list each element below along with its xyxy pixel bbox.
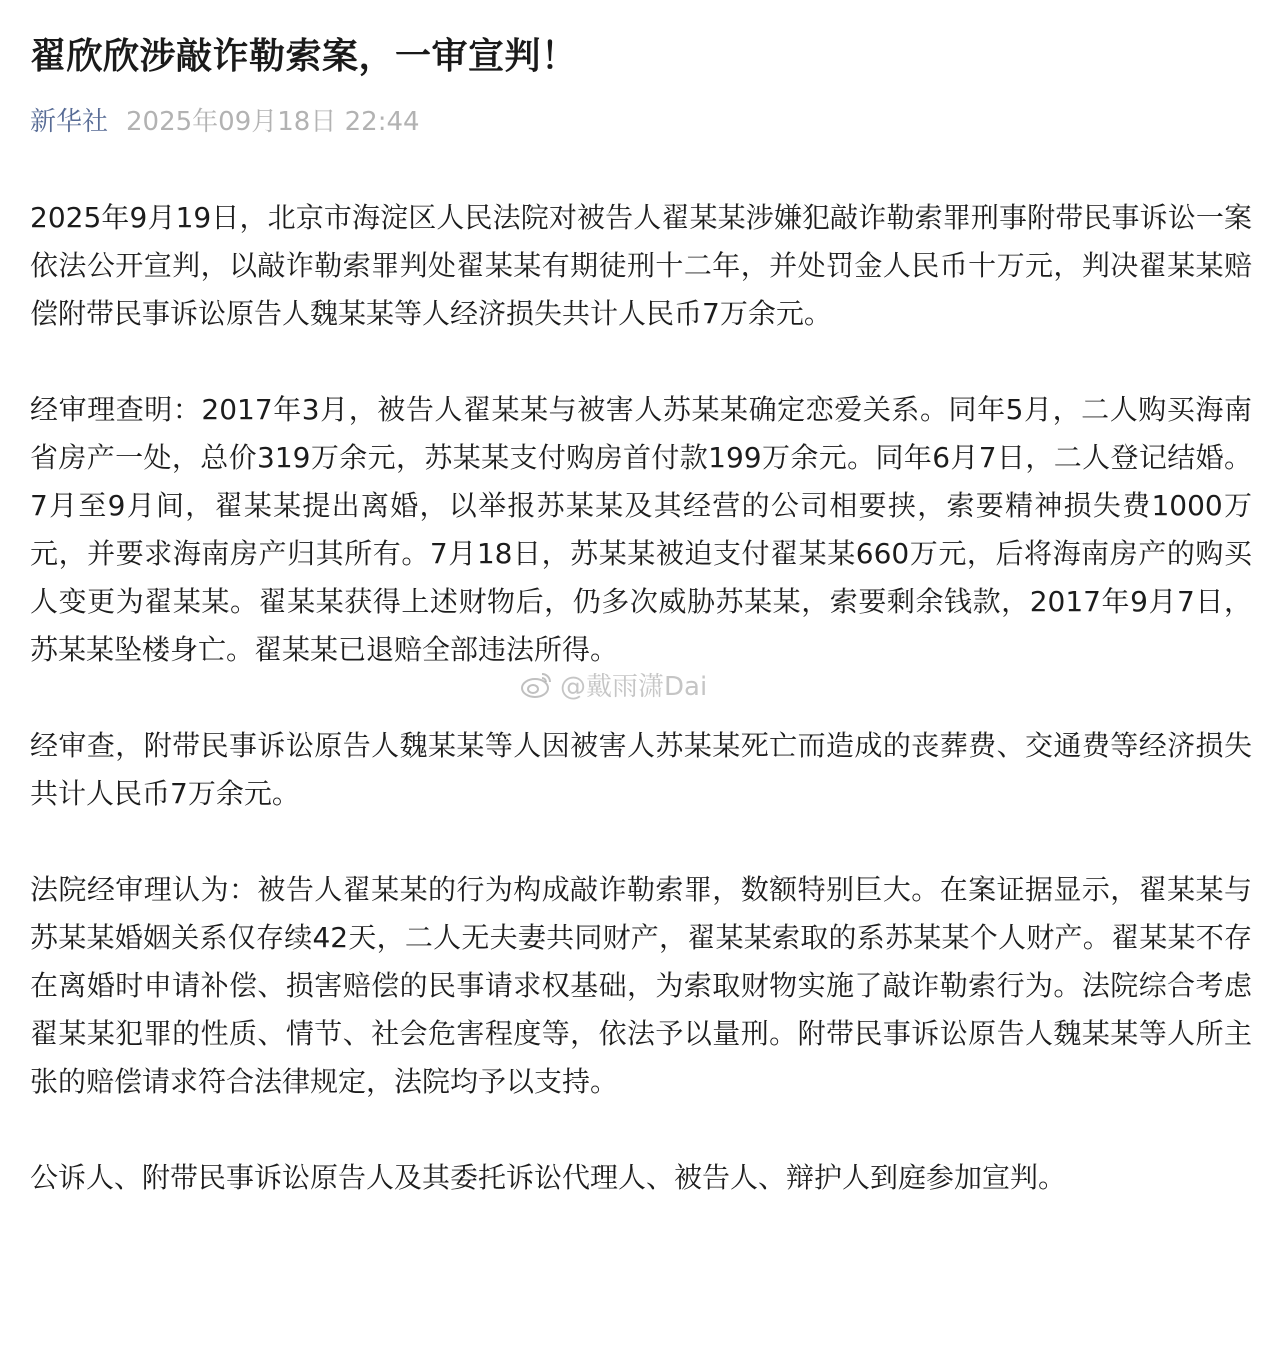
source-link[interactable]: 新华社 bbox=[30, 107, 109, 137]
paragraph-court-opinion: 法院经审理认为：被告人翟某某的行为构成敲诈勒索罪，数额特别巨大。在案证据显示，翟某某与苏某某婚姻关系仅存续42天，二人无夫妻共同财产，翟某某索取的系苏某某个人财产。翟某某不存在离婚时申请补偿、损害赔偿的民事请求权基础，为索取财物实施了敲诈勒索行为。法院综合考虑翟某某犯罪的性质、情节、社会危害程度等，依法予以量刑。附带民事诉讼原告人魏某某等人所主张的赔偿请求符合法律规定，法院均予以支持。 bbox=[30, 873, 1252, 1098]
publish-time: 2025年09月18日 22:44 bbox=[126, 107, 420, 137]
article-meta bbox=[30, 102, 1252, 142]
paragraph-verdict: 2025年9月19日，北京市海淀区人民法院对被告人翟某某涉嫌犯敲诈勒索罪刑事附带民事诉讼一案依法公开宣判，以敲诈勒索罪判处翟某某有期徒刑十二年，并处罚金人民币十万元，判决翟某某赔偿附带民事诉讼原告人魏某某等人经济损失共计人民币7万余元。 bbox=[30, 201, 1252, 330]
article bbox=[30, 0, 1252, 1250]
paragraph-facts: 经审理查明：2017年3月，被告人翟某某与被害人苏某某确定恋爱关系。同年5月，二人购买海南省房产一处，总价319万余元，苏某某支付购房首付款199万余元。同年6月7日，二人登记结婚。7月至9月间，翟某某提出离婚，以举报苏某某及其经营的公司相要挟，索要精神损失费1000万元，并要求海南房产归其所有。7月18日，苏某某被迫支付翟某某660万元，后将海南房产的购买人变更为翟某某。翟某某获得上述财物后，仍多次威胁苏某某，索要剩余钱款，2017年9月7日，苏某某坠楼身亡。翟某某已退赔全部违法所得。 bbox=[30, 393, 1252, 666]
watermark-text: @戴雨潇Dai bbox=[560, 671, 708, 702]
article-title: 翟欣欣涉敲诈勒索案，一审宣判！ bbox=[30, 36, 578, 77]
article-body bbox=[30, 194, 1252, 1202]
paragraph-attendance: 公诉人、附带民事诉讼原告人及其委托诉讼代理人、被告人、辩护人到庭参加宣判。 bbox=[30, 1161, 1067, 1194]
paragraph-civil-review: 经审查，附带民事诉讼原告人魏某某等人因被害人苏某某死亡而造成的丧葬费、交通费等经济损失共计人民币7万余元。 bbox=[30, 729, 1252, 810]
